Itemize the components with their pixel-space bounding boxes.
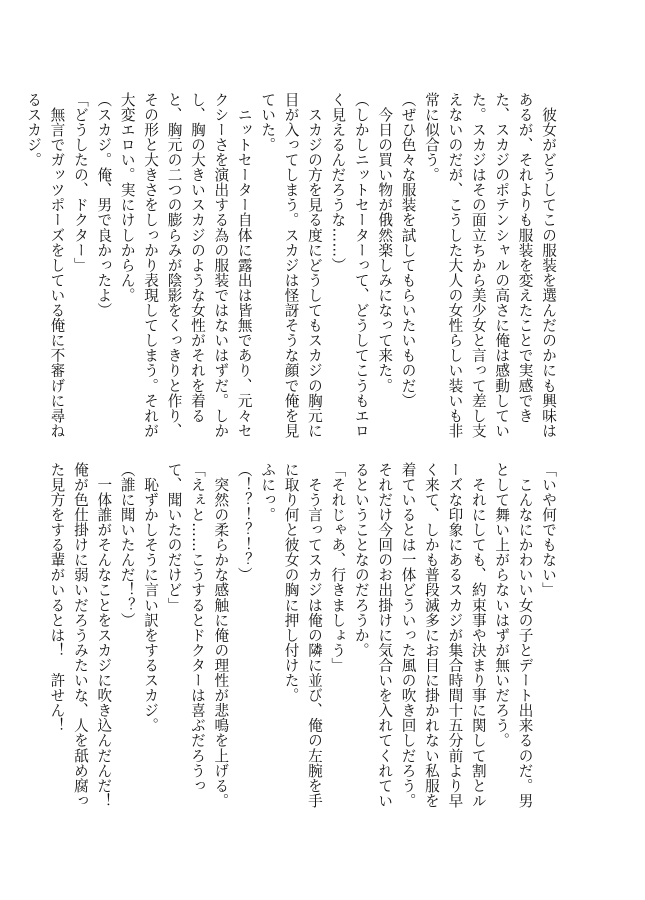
text-line: ニットセーター自体に露出は皆無であり、元々セ — [235, 92, 253, 439]
text-line: 大変エロい。実にけしからん。 — [118, 92, 136, 303]
text-line: クシーさを演出する為の服装ではないはずだ。しか — [212, 92, 230, 439]
text-line: それにしても、約束事や決まり事に関して割とル — [469, 462, 487, 809]
text-line: 着ているとは一体どういった風の吹き回しだろう。 — [399, 462, 417, 809]
text-line: るということなのだろうか。 — [352, 462, 370, 658]
text-line: 「それじゃあ、行きましょう」 — [329, 462, 347, 673]
text-line: 「えぇと……こうするとドクターは喜ぶだろうっ — [188, 462, 206, 794]
text-line: 無言でガッツポーズをしている俺に不審げに尋ね — [48, 92, 66, 439]
text-line: ていた。 — [259, 92, 277, 153]
text-block-upper — [25, 92, 560, 450]
text-line: 「いや何でもない」 — [540, 462, 557, 598]
text-line: ーズな印象にあるスカジが集合時間十五分前より早 — [446, 462, 464, 809]
text-line: それだけ今回のお出掛けに気合いを入れてくれてい — [376, 462, 394, 809]
text-line: た、スカジのポテンシャルの高さに俺は感動してい — [493, 92, 511, 439]
text-block-lower — [48, 462, 560, 832]
text-line: （！？！？！？） — [235, 462, 253, 583]
text-line: 常に似合う。 — [422, 92, 440, 183]
text-line: し、胸の大きいスカジのような女性がそれを着る — [188, 92, 206, 424]
text-line: （誰に聞いたんだ！？） — [118, 462, 136, 628]
text-line: （スカジ。俺、男で良かったよ） — [95, 92, 113, 318]
text-line: に取り何と彼女の胸に押し付けた。 — [282, 462, 300, 703]
text-line: 彼女がどうしてこの服装を選んだのかにも興味は — [540, 92, 557, 439]
text-line: た。スカジはその面立ちから美少女と言って差し支 — [469, 92, 487, 439]
text-line: く見えるんだろうな……） — [329, 92, 347, 273]
text-line: ふにっ。 — [259, 462, 277, 523]
text-line: 俺が色仕掛けに弱いだろうみたいな、人を舐め腐っ — [71, 462, 89, 809]
text-line: そう言ってスカジは俺の隣に並び、俺の左腕を手 — [305, 462, 323, 809]
text-line: えないのだが、こうした大人の女性らしい装いも非 — [446, 92, 464, 439]
text-line: スカジの方を見る度にどうしてもスカジの胸元に — [305, 92, 323, 439]
text-line: 突然の柔らかな感触に俺の理性が悲鳴を上げる。 — [212, 462, 230, 809]
text-line: として舞い上がらないはずが無いだろう。 — [493, 462, 511, 748]
text-line: こんなにかわいい女の子とデート出来るのだ。男 — [516, 462, 534, 809]
text-line: （ぜひ色々な服装を試してもらいたいものだ） — [399, 92, 417, 409]
text-line: て、聞いたのだけど」 — [165, 462, 183, 613]
text-line: と、胸元の二つの膨らみが陰影をくっきりと作り、 — [165, 92, 183, 439]
text-line: 一体誰がそんなことをスカジに吹き込んだんだ！ — [95, 462, 113, 809]
text-line: あるが、それよりも服装を変えたことで実感でき — [516, 92, 534, 424]
text-line: 目が入ってしまう。スカジは怪訝そうな顔で俺を見 — [282, 92, 300, 439]
text-line: 今日の買い物が俄然楽しみになって来た。 — [376, 92, 394, 393]
text-line: その形と大きさをしっかり表現してしまう。それが — [142, 92, 160, 439]
text-line: るスカジ。 — [25, 92, 43, 168]
text-line: （しかしニットセーターって、どうしてこうもエロ — [352, 92, 370, 439]
text-line: 恥ずかしそうに言い訳をするスカジ。 — [142, 462, 160, 733]
text-line: 「どうしたの、ドクター」 — [71, 92, 89, 273]
text-line: く来て、しかも普段滅多にお目に掛かれない私服を — [422, 462, 440, 809]
text-line: た見方をする輩がいるとは！ 許せん！ — [48, 462, 66, 733]
